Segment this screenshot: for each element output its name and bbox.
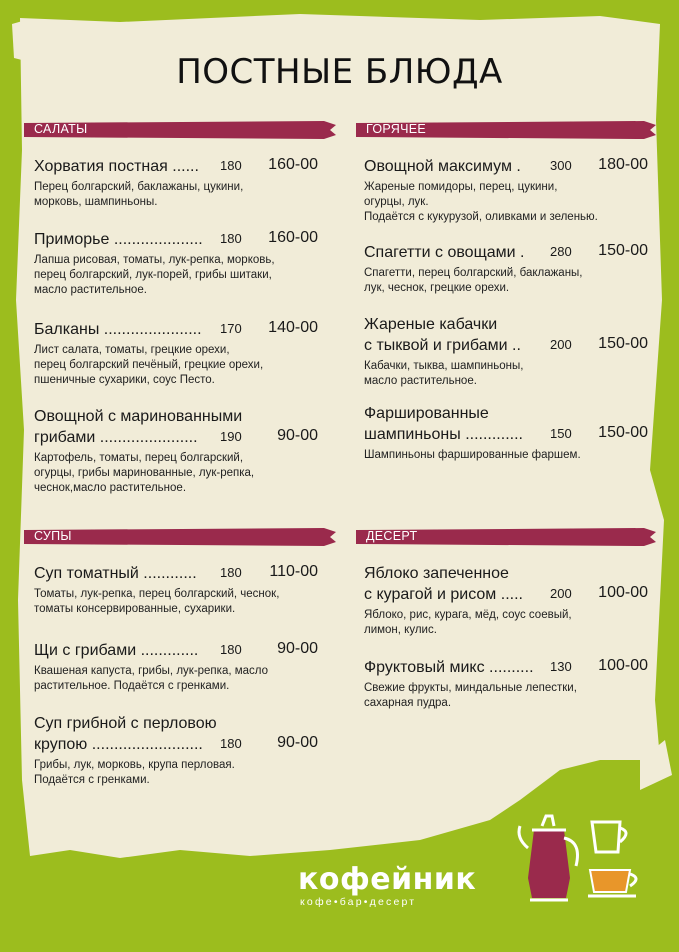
item-price: 160-00	[268, 229, 318, 246]
item-description: Шампиньоны фаршированные фаршем.	[364, 449, 581, 461]
item-description: огурцы, грибы маринованные, лук-репка,	[34, 467, 255, 479]
item-name: с тыквой и грибами ..	[364, 337, 521, 354]
item-name: Фруктовый микс ..........	[364, 659, 534, 676]
section-title-dessert: ДЕСЕРТ	[366, 529, 418, 543]
menu-item	[34, 713, 318, 788]
item-name: Спагетти с овощами .	[364, 244, 525, 261]
item-description: Жареные помидоры, перец, цукини,	[364, 181, 558, 193]
item-description: морковь, шампиньоны.	[34, 196, 158, 208]
item-name: Хорватия постная ......	[34, 158, 199, 175]
item-price: 90-00	[277, 427, 318, 444]
item-weight: 200	[550, 586, 572, 601]
item-name: Суп томатный ............	[34, 565, 197, 582]
item-description: Томаты, лук-репка, перец болгарский, чеснок,	[34, 588, 280, 600]
item-price: 160-00	[268, 156, 318, 173]
item-description: Свежие фрукты, миндальные лепестки,	[364, 682, 577, 694]
menu-item	[34, 156, 318, 210]
item-name: Щи с грибами .............	[34, 642, 199, 659]
item-description: Перец болгарский, баклажаны, цукини,	[34, 181, 244, 193]
item-name: крупою .........................	[34, 736, 203, 753]
item-price: 90-00	[277, 734, 318, 751]
item-weight: 200	[550, 337, 572, 352]
item-name: шампиньоны .............	[364, 426, 523, 443]
cup-outline-icon	[586, 818, 638, 858]
item-name: Балканы ......................	[34, 321, 202, 338]
item-name-line1: Фаршированные	[364, 405, 489, 422]
menu-item	[34, 406, 318, 496]
item-name-line1: Суп грибной с перловою	[34, 715, 217, 732]
item-weight: 280	[550, 244, 572, 259]
item-name-line1: Яблоко запеченное	[364, 565, 509, 582]
item-description: томаты консервированные, сухарики.	[34, 603, 236, 615]
item-description: сахарная пудра.	[364, 697, 452, 709]
item-description: лимон, кулис.	[364, 624, 437, 636]
item-weight: 150	[550, 426, 572, 441]
item-weight: 180	[220, 231, 242, 246]
menu-item	[34, 640, 318, 694]
item-description: лук, чеснок, грецкие орехи.	[364, 282, 510, 294]
item-price: 140-00	[268, 319, 318, 336]
item-price: 150-00	[598, 424, 648, 441]
item-price: 90-00	[277, 640, 318, 657]
menu-item	[364, 657, 648, 711]
item-price: 110-00	[269, 563, 318, 580]
item-weight: 180	[220, 565, 242, 580]
page-title: ПОСТНЫЕ БЛЮДА	[176, 52, 503, 92]
item-name-line1: Овощной с маринованными	[34, 408, 243, 425]
item-description: огурцы, лук.	[364, 196, 429, 208]
item-description: растительное. Подаётся с гренками.	[34, 680, 230, 692]
section-title-salads: САЛАТЫ	[34, 122, 88, 136]
item-weight: 180	[220, 642, 242, 657]
menu-item	[34, 563, 318, 617]
menu-item	[364, 242, 648, 296]
item-description: Спагетти, перец болгарский, баклажаны,	[364, 267, 583, 279]
item-description: Лапша рисовая, томаты, лук-репка, морковь,	[34, 254, 275, 266]
item-price: 100-00	[598, 657, 648, 674]
item-description: Лист салата, томаты, грецкие орехи,	[34, 344, 230, 356]
item-description: перец болгарский, лук-порей, грибы шитаки,	[34, 269, 272, 281]
item-description: Квашеная капуста, грибы, лук-репка, масло	[34, 665, 269, 677]
item-weight: 170	[220, 321, 242, 336]
item-description: чеснок,масло растительное.	[34, 482, 187, 494]
menu-item	[364, 314, 648, 389]
item-description: масло растительное.	[34, 284, 147, 296]
section-banner-salads	[24, 121, 336, 139]
item-description: Картофель, томаты, перец болгарский,	[34, 452, 244, 464]
item-description: перец болгарский печёный, грецкие орехи,	[34, 359, 264, 371]
section-title-hot: ГОРЯЧЕЕ	[366, 122, 426, 136]
item-description: Яблоко, рис, курага, мёд, соус соевый,	[364, 609, 572, 621]
item-description: пшеничные сухарики, соус Песто.	[34, 374, 215, 386]
menu-item	[364, 403, 648, 463]
item-description: Кабачки, тыква, шампиньоны,	[364, 360, 524, 372]
section-banner-soups	[24, 528, 336, 546]
item-price: 150-00	[598, 242, 648, 259]
section-banner-dessert	[356, 528, 656, 546]
item-description: Грибы, лук, морковь, крупа перловая.	[34, 759, 235, 771]
menu-item	[34, 319, 318, 388]
menu-item	[34, 229, 318, 298]
menu-item	[364, 563, 648, 638]
item-name: Овощной максимум .	[364, 158, 521, 175]
orange-cup-icon	[586, 864, 646, 904]
item-weight: 190	[220, 429, 242, 444]
item-weight: 180	[220, 158, 242, 173]
item-description: масло растительное.	[364, 375, 477, 387]
item-description: Подаётся с гренками.	[34, 774, 150, 786]
item-name-line1: Жареные кабачки	[364, 316, 498, 333]
item-price: 100-00	[598, 584, 648, 601]
item-price: 150-00	[598, 335, 648, 352]
item-name: Приморье ....................	[34, 231, 203, 248]
item-description: Подаётся с кукурузой, оливками и зеленью.	[364, 211, 598, 223]
item-name: грибами ......................	[34, 429, 198, 446]
item-name: с курагой и рисом .....	[364, 586, 523, 603]
item-weight: 180	[220, 736, 242, 751]
logo-tagline: кофе•бар•десерт	[300, 896, 417, 908]
item-price: 180-00	[598, 156, 648, 173]
item-weight: 130	[550, 659, 572, 674]
section-title-soups: СУПЫ	[34, 529, 72, 543]
section-banner-hot	[356, 121, 656, 139]
menu-item	[364, 156, 648, 225]
item-weight: 300	[550, 158, 572, 173]
logo-wordmark: кофейник	[298, 862, 477, 897]
